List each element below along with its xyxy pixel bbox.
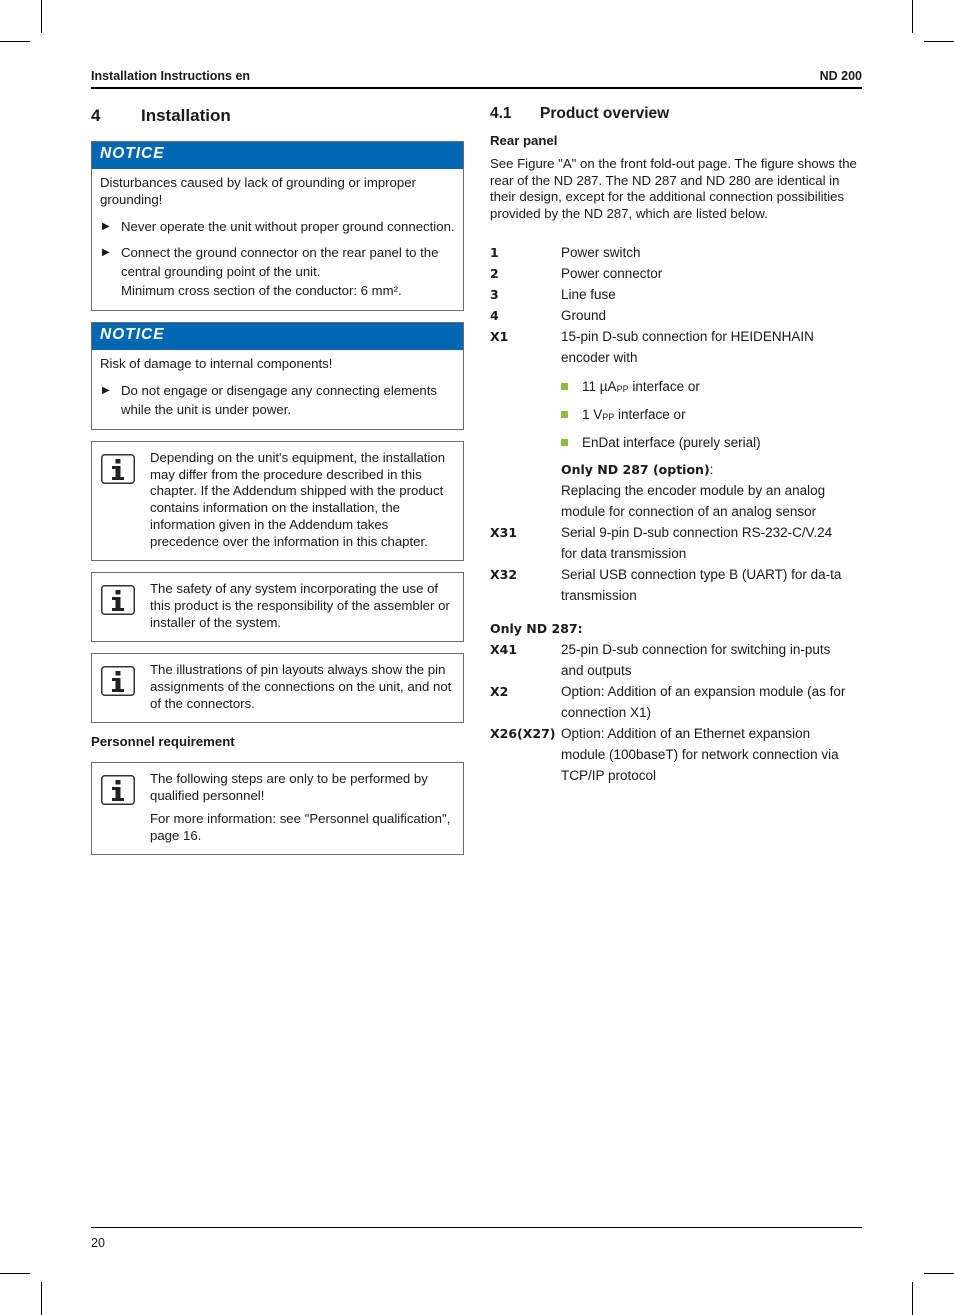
list-item: X1 15-pin D-sub connection for HEIDENHAIN encoder with [490, 328, 814, 365]
section-heading [91, 106, 464, 132]
info-text: The safety of any system incorporating the use of this product is the responsibility of the assembler or installer of the system. [150, 581, 450, 630]
crop-mark [0, 1273, 30, 1274]
triangle-bullet-icon: ▶ [102, 385, 110, 396]
triangle-bullet-icon: ▶ [102, 247, 110, 258]
info-icon [101, 454, 135, 484]
rear-panel-heading: Rear panel [490, 133, 558, 148]
crop-mark [41, 0, 42, 33]
info-icon [101, 585, 135, 615]
notice-label: NOTICE [92, 323, 463, 350]
info-box-pin-layout [91, 653, 464, 723]
crop-mark [924, 41, 954, 42]
info-text: Depending on the unit's equipment, the installation may differ from the procedure described in this chapter. If the Addendum shipped with the product contains information on the installation, the information given in the Addendum takes precedence over the information in this chapter. [150, 450, 446, 549]
option-label: Only ND 287 (option) [561, 461, 710, 477]
crop-mark [912, 1282, 913, 1315]
list-item: X26(X27) Option: Addition of an Ethernet expansion module (100baseT) for network connection via TCP/IP protocol [490, 725, 839, 783]
bullet-item: ▶ Connect the ground connector on the rear panel to the central grounding point of the unit. Minimum cross section of the conductor: 6 mm². [100, 243, 455, 300]
notice-text: Disturbances caused by lack of grounding or improper grounding! [100, 175, 416, 207]
list-item: 4 Ground [490, 307, 607, 323]
list-item: 1 Power switch [490, 244, 641, 260]
page-footer [91, 1227, 862, 1250]
right-column [490, 106, 862, 786]
personnel-heading: Personnel requirement [91, 734, 235, 750]
interface-item: 1 $V_{PP}$ interface or [561, 402, 862, 430]
square-bullet-icon [561, 411, 568, 418]
left-column [91, 106, 464, 866]
crop-mark [0, 41, 30, 42]
notice-text: Risk of damage to internal components! [100, 356, 333, 371]
list-item: X2 Option: Addition of an expansion module (as for connection X1) [490, 683, 846, 720]
only-287-heading: Only ND 287: [490, 620, 583, 636]
bullet-subtext: Minimum cross section of the conductor: 6 mm². [121, 283, 402, 298]
section-number: 4 [91, 106, 101, 125]
header-product: ND 200 [819, 69, 862, 83]
list-item: 3 Line fuse [490, 286, 616, 302]
list-item: X41 25-pin D-sub connection for switching in-puts and outputs [490, 641, 831, 678]
notice-label: NOTICE [92, 142, 463, 169]
subsection-title: Product overview [540, 105, 670, 122]
info-icon [101, 666, 135, 696]
bullet-item: ▶ Do not engage or disengage any connecting elements while the unit is under power. [102, 383, 437, 417]
list-item: 2 Power connector [490, 265, 663, 281]
page-header [91, 69, 862, 89]
crop-mark [924, 1273, 954, 1274]
info-box-safety [91, 572, 464, 642]
crop-mark [912, 0, 913, 33]
option-287: Only ND 287 (option): Replacing the encoder module by an analog module for connection of an analog sensor [561, 461, 826, 519]
list-item: X31 Serial 9-pin D-sub connection RS-232-C/V.24 for data transmission [490, 524, 833, 561]
info-link-text: For more information: see "Personnel qualification", page 16. [150, 810, 451, 843]
interface-item: 11 µA$_{PP}$ interface or [561, 374, 862, 402]
interface-item: EnDat interface (purely serial) [561, 430, 862, 455]
info-text: The illustrations of pin layouts always show the pin assignments of the connections on the unit, and not of the connectors. [150, 662, 452, 711]
list-item: X32 Serial USB connection type B (UART) for da-ta transmission [490, 566, 842, 603]
option-text: Replacing the encoder module by an analog module for connection of an analog sensor [561, 482, 826, 519]
notice-damage [91, 322, 464, 430]
subsection-number: 4.1 [490, 105, 512, 122]
square-bullet-icon [561, 439, 568, 446]
subsection-heading [490, 105, 862, 127]
rear-panel-intro: See Figure "A" on the front fold-out page. The figure shows the rear of the ND 287. The ND 287 and ND 280 are identical in their design, except for the additional connection possibilities provided by the ND 287, which are listed below. [490, 156, 857, 222]
info-box-personnel [91, 762, 464, 855]
info-box-addendum [91, 441, 464, 561]
info-icon [101, 775, 135, 805]
bullet-item: ▶ Never operate the unit without proper ground connection. [102, 219, 455, 234]
square-bullet-icon [561, 383, 568, 390]
section-title: Installation [141, 106, 231, 125]
triangle-bullet-icon: ▶ [102, 221, 110, 232]
notice-grounding [91, 141, 464, 311]
page-number: 20 [91, 1236, 105, 1250]
header-title: Installation Instructions en [91, 69, 251, 83]
crop-mark [41, 1282, 42, 1315]
info-text: The following steps are only to be performed by qualified personnel! [150, 771, 428, 804]
